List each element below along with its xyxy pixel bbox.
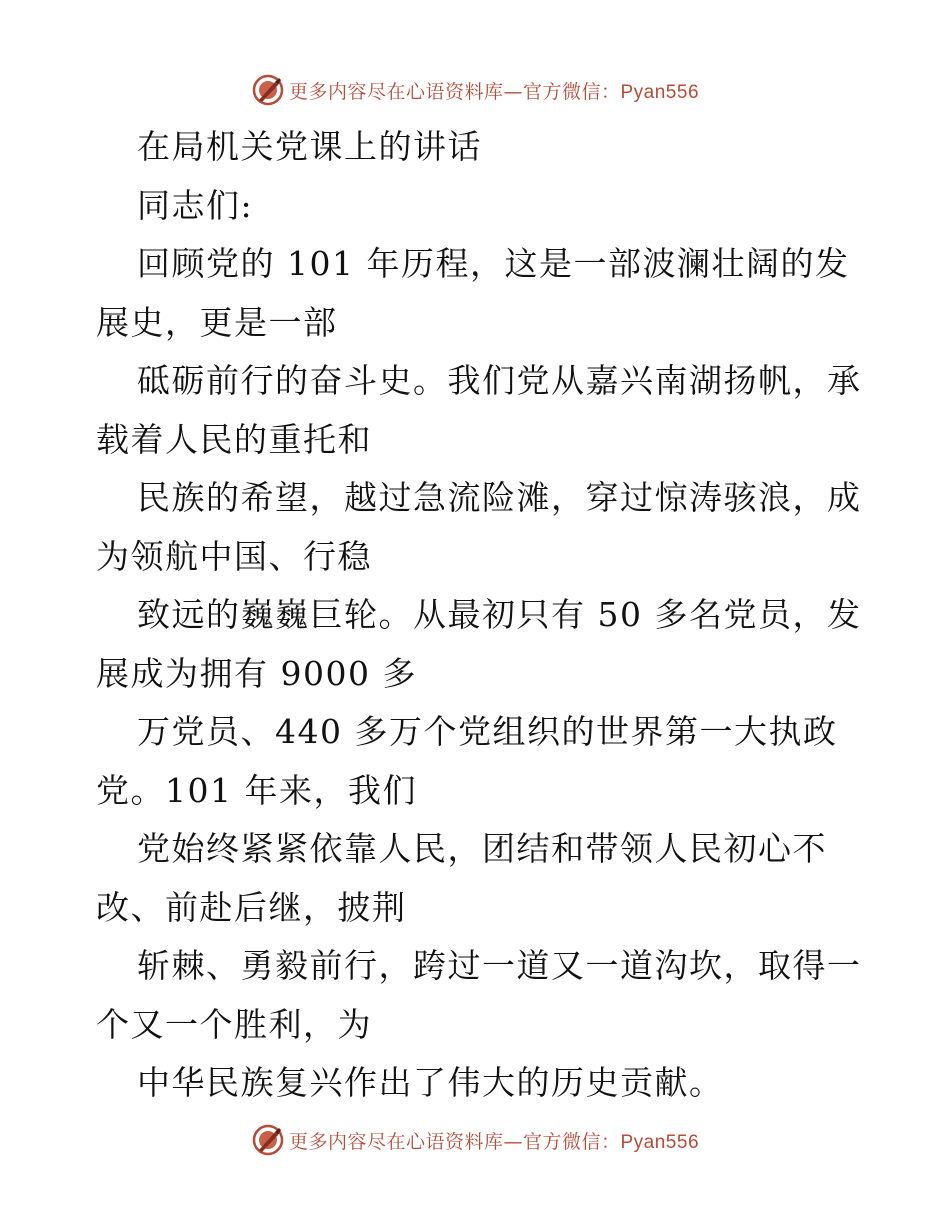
watermark-wechat-id: Pyan556 <box>620 81 700 103</box>
text-line: 中华民族复兴作出了伟大的历史贡献。 <box>137 1063 724 1102</box>
watermark-text <box>289 1127 699 1154</box>
document-greeting: 同志们: <box>137 185 254 225</box>
text-line: 为领航中国、行稳 <box>96 536 372 576</box>
text-line: 回顾党的 101 年历程，这是一部波澜壮阔的发 <box>137 244 850 283</box>
watermark-wechat-id: Pyan556 <box>620 1131 700 1153</box>
watermark-brand: 更多内容尽在心语资料库 <box>288 1130 504 1153</box>
text-line: 党。101 年来，我们 <box>96 770 417 810</box>
text-line: 载着人民的重托和 <box>96 419 372 459</box>
text-line: 斩棘、勇毅前行，跨过一道又一道沟坎，取得一 <box>137 946 862 985</box>
text-line: 展成为拥有 9000 多 <box>96 653 417 693</box>
text-line: 展史，更是一部 <box>96 302 338 342</box>
text-line: 万党员、440 多万个党组织的世界第一大执政 <box>137 712 838 751</box>
watermark-label: 官方微信： <box>522 1130 621 1153</box>
document-title: 在局机关党课上的讲话 <box>137 127 482 166</box>
header-watermark <box>0 70 950 110</box>
text-line: 改、前赴后继，披荆 <box>96 887 407 927</box>
watermark-label: 官方微信： <box>522 80 621 103</box>
document-body <box>96 118 862 1113</box>
quill-pen-seal-icon <box>251 73 285 107</box>
text-line: 党始终紧紧依靠人民，团结和带领人民初心不 <box>137 829 827 868</box>
watermark-brand: 更多内容尽在心语资料库 <box>288 80 504 103</box>
text-line: 民族的希望，越过急流险滩，穿过惊涛骇浪，成 <box>137 478 862 517</box>
watermark-separator: — <box>503 1130 523 1153</box>
watermark-text <box>289 77 699 104</box>
footer-watermark <box>0 1120 950 1160</box>
watermark-separator: — <box>503 80 523 103</box>
quill-pen-seal-icon <box>251 1123 285 1157</box>
text-line: 个又一个胜利，为 <box>96 1004 372 1044</box>
text-line: 致远的巍巍巨轮。从最初只有 50 多名党员，发 <box>137 595 862 634</box>
text-line: 砥砺前行的奋斗史。我们党从嘉兴南湖扬帆，承 <box>137 361 862 400</box>
